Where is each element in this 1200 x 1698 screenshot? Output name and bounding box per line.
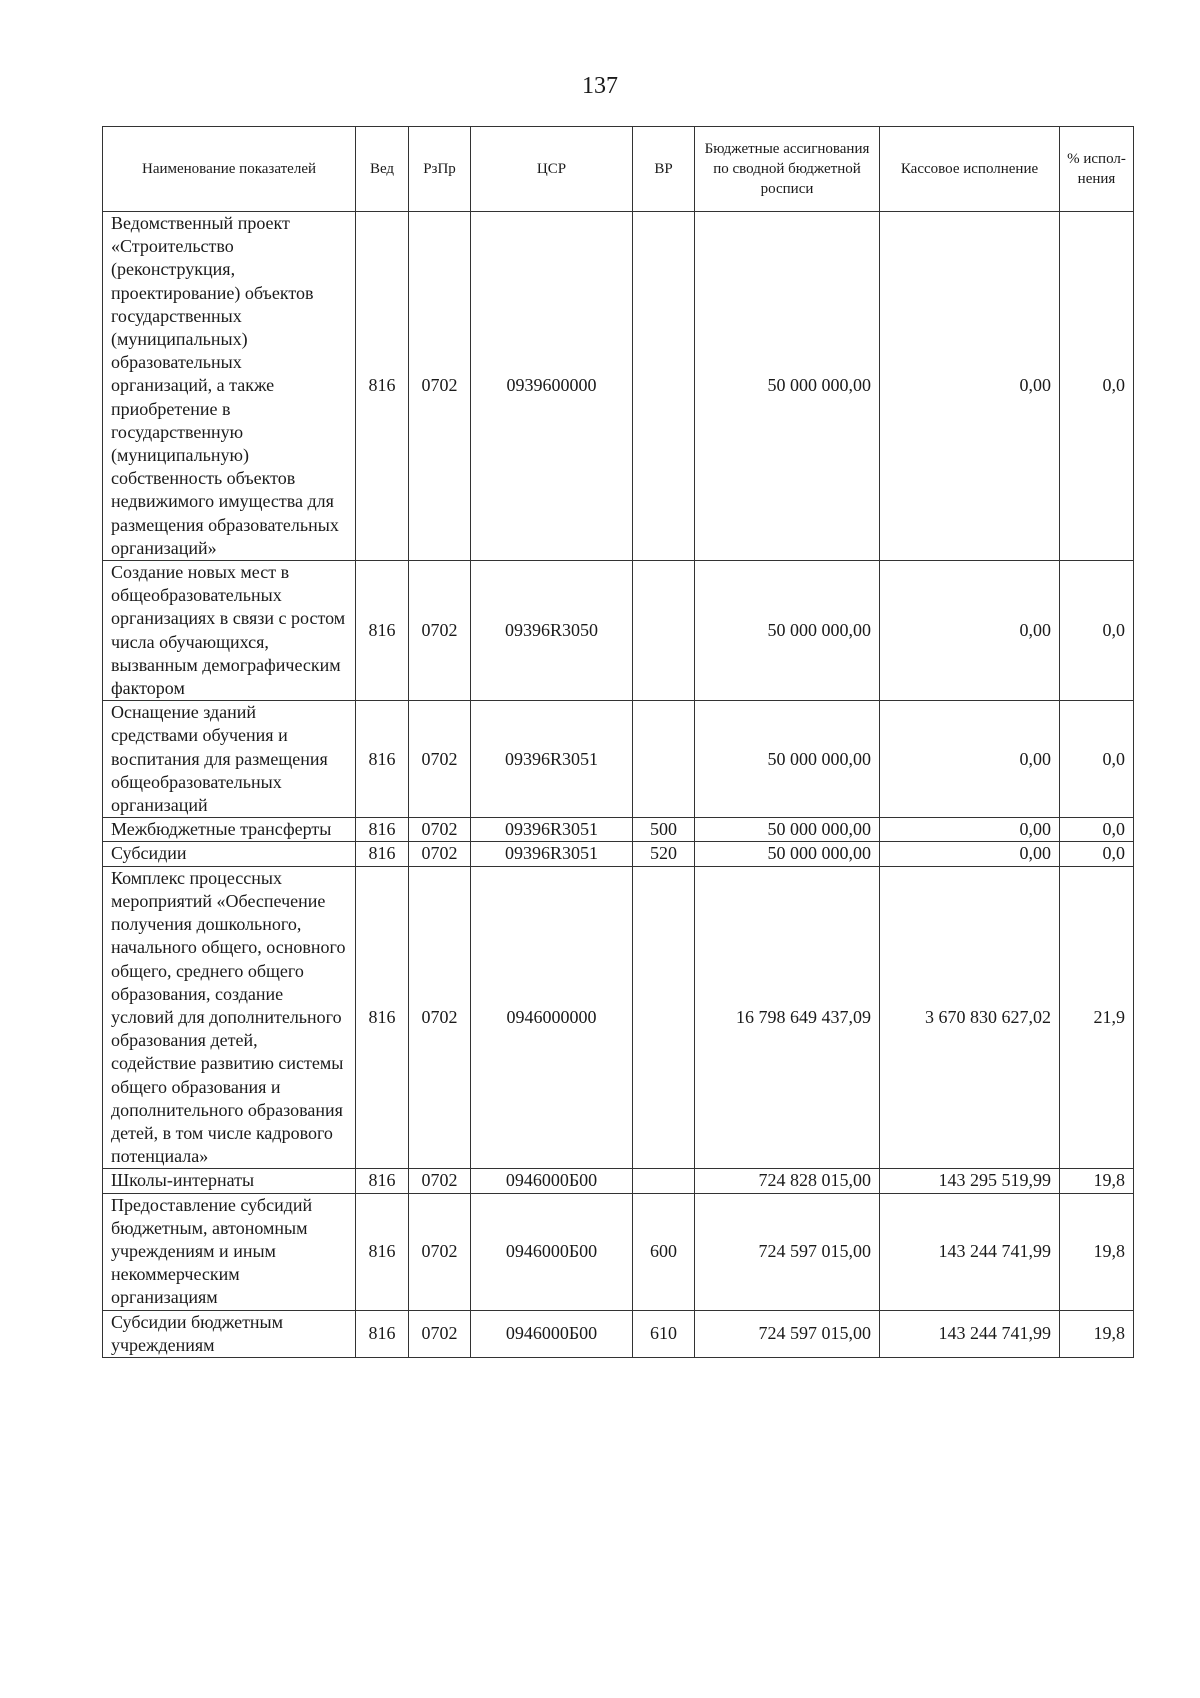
row-percent: 19,8 xyxy=(1060,1193,1134,1310)
row-name: Ведомственный проект «Строительство (реконструкция, проектирование) объектов государственных (муниципальных) образовательных организаций, а также приобретение в государственную (муниципальную) собственность объектов недвижимого имущества для размещения образовательных организаций» xyxy=(103,212,356,561)
row-ved: 816 xyxy=(356,1169,409,1193)
row-assignments: 50 000 000,00 xyxy=(695,701,880,818)
row-cash-execution: 0,00 xyxy=(880,701,1060,818)
table-row xyxy=(103,701,1134,818)
row-csr: 0939600000 xyxy=(471,212,633,561)
row-percent: 0,0 xyxy=(1060,701,1134,818)
table-header-row xyxy=(103,127,1134,212)
row-vr xyxy=(633,212,695,561)
row-rzpr: 0702 xyxy=(409,701,471,818)
row-name: Школы-интернаты xyxy=(103,1169,356,1193)
row-csr: 0946000000 xyxy=(471,866,633,1169)
row-vr xyxy=(633,701,695,818)
page-number: 137 xyxy=(582,73,618,99)
row-csr: 09396R3051 xyxy=(471,818,633,842)
row-percent: 0,0 xyxy=(1060,818,1134,842)
row-rzpr: 0702 xyxy=(409,1169,471,1193)
row-csr: 0946000Б00 xyxy=(471,1193,633,1310)
row-cash-execution: 0,00 xyxy=(880,212,1060,561)
row-cash-execution: 0,00 xyxy=(880,561,1060,701)
header-cash-execution: Кассовое исполнение xyxy=(880,127,1060,212)
row-name: Субсидии xyxy=(103,842,356,866)
header-ved: Вед xyxy=(356,127,409,212)
row-assignments: 50 000 000,00 xyxy=(695,842,880,866)
row-ved: 816 xyxy=(356,561,409,701)
row-csr: 09396R3051 xyxy=(471,842,633,866)
row-assignments: 50 000 000,00 xyxy=(695,561,880,701)
row-assignments: 50 000 000,00 xyxy=(695,818,880,842)
row-percent: 0,0 xyxy=(1060,842,1134,866)
row-vr: 520 xyxy=(633,842,695,866)
row-rzpr: 0702 xyxy=(409,818,471,842)
row-ved: 816 xyxy=(356,842,409,866)
budget-execution-table xyxy=(102,126,1134,1358)
row-name: Межбюджетные трансферты xyxy=(103,818,356,842)
header-csr: ЦСР xyxy=(471,127,633,212)
row-rzpr: 0702 xyxy=(409,866,471,1169)
row-percent: 0,0 xyxy=(1060,561,1134,701)
header-name: Наименование показателей xyxy=(103,127,356,212)
row-name: Комплекс процессных мероприятий «Обеспечение получения дошкольного, начального общего, основного общего, среднего общего образования, создание условий для дополнительного образования детей, содействие развитию системы общего образования и дополнительного образования детей, в том числе кадрового потенциала» xyxy=(103,866,356,1169)
row-name: Предоставление субсидий бюджетным, автономным учреждениям и иным некоммерческим организациям xyxy=(103,1193,356,1310)
row-name: Субсидии бюджетным учреждениям xyxy=(103,1310,356,1357)
row-name: Создание новых мест в общеобразовательных организациях в связи с ростом числа обучающихся, вызванным демографическим фактором xyxy=(103,561,356,701)
row-cash-execution: 143 244 741,99 xyxy=(880,1310,1060,1357)
row-percent: 0,0 xyxy=(1060,212,1134,561)
table-row xyxy=(103,212,1134,561)
table-row xyxy=(103,842,1134,866)
table-row xyxy=(103,1169,1134,1193)
row-cash-execution: 3 670 830 627,02 xyxy=(880,866,1060,1169)
row-ved: 816 xyxy=(356,866,409,1169)
row-csr: 0946000Б00 xyxy=(471,1310,633,1357)
row-percent: 21,9 xyxy=(1060,866,1134,1169)
row-percent: 19,8 xyxy=(1060,1169,1134,1193)
row-assignments: 724 828 015,00 xyxy=(695,1169,880,1193)
row-vr: 500 xyxy=(633,818,695,842)
row-cash-execution: 143 295 519,99 xyxy=(880,1169,1060,1193)
row-rzpr: 0702 xyxy=(409,1310,471,1357)
row-ved: 816 xyxy=(356,818,409,842)
row-vr xyxy=(633,866,695,1169)
header-vr: ВР xyxy=(633,127,695,212)
row-assignments: 724 597 015,00 xyxy=(695,1310,880,1357)
row-assignments: 724 597 015,00 xyxy=(695,1193,880,1310)
row-ved: 816 xyxy=(356,1193,409,1310)
row-csr: 09396R3051 xyxy=(471,701,633,818)
row-cash-execution: 0,00 xyxy=(880,842,1060,866)
table-row xyxy=(103,818,1134,842)
row-assignments: 16 798 649 437,09 xyxy=(695,866,880,1169)
row-rzpr: 0702 xyxy=(409,212,471,561)
table-row xyxy=(103,1310,1134,1357)
row-ved: 816 xyxy=(356,701,409,818)
row-rzpr: 0702 xyxy=(409,842,471,866)
row-cash-execution: 143 244 741,99 xyxy=(880,1193,1060,1310)
row-vr: 610 xyxy=(633,1310,695,1357)
row-vr xyxy=(633,561,695,701)
row-assignments: 50 000 000,00 xyxy=(695,212,880,561)
row-cash-execution: 0,00 xyxy=(880,818,1060,842)
row-rzpr: 0702 xyxy=(409,1193,471,1310)
row-csr: 0946000Б00 xyxy=(471,1169,633,1193)
row-percent: 19,8 xyxy=(1060,1310,1134,1357)
row-rzpr: 0702 xyxy=(409,561,471,701)
table-row xyxy=(103,1193,1134,1310)
table-row xyxy=(103,561,1134,701)
header-percent: % испол-нения xyxy=(1060,127,1134,212)
row-name: Оснащение зданий средствами обучения и воспитания для размещения общеобразовательных организаций xyxy=(103,701,356,818)
row-vr xyxy=(633,1169,695,1193)
row-vr: 600 xyxy=(633,1193,695,1310)
header-assignments: Бюджетные ассигнования по сводной бюджетной росписи xyxy=(695,127,880,212)
row-csr: 09396R3050 xyxy=(471,561,633,701)
row-ved: 816 xyxy=(356,1310,409,1357)
header-rzpr: РзПр xyxy=(409,127,471,212)
row-ved: 816 xyxy=(356,212,409,561)
table-row xyxy=(103,866,1134,1169)
